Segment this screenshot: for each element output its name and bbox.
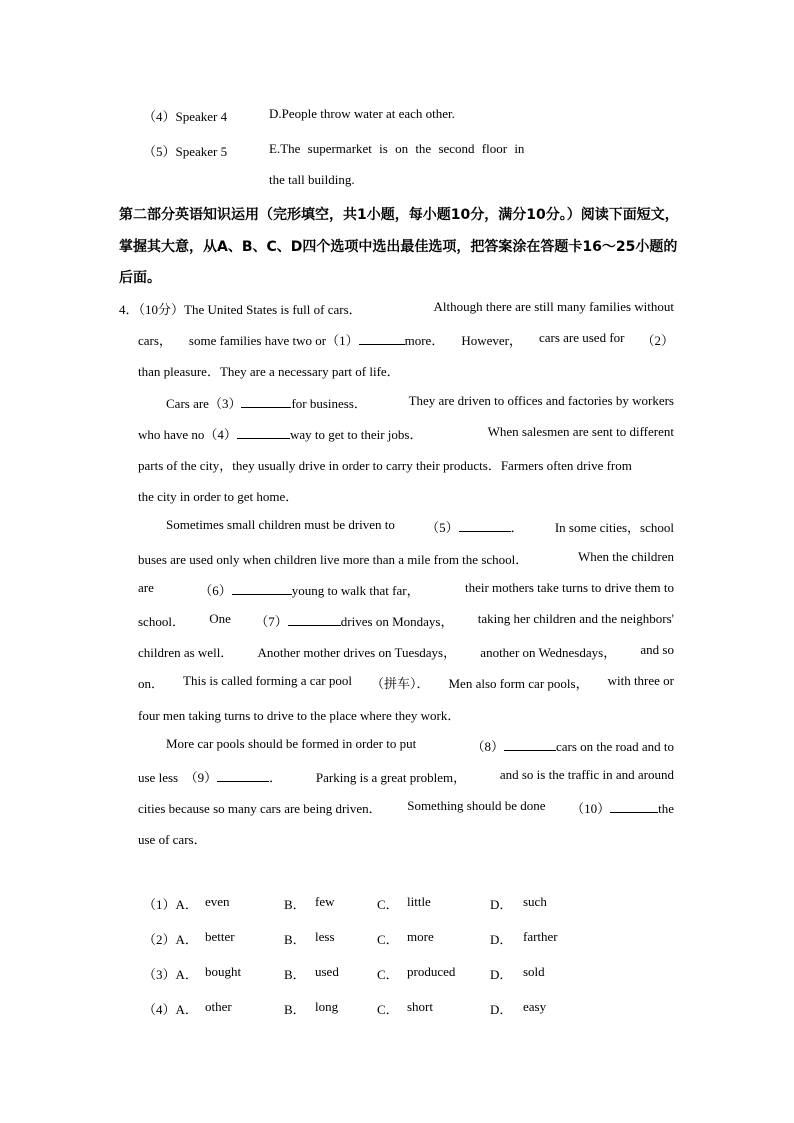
option-number: （4）A． [143, 1002, 198, 1017]
passage-text: another on Wednesdays， [480, 645, 617, 660]
option-d: easy [523, 999, 547, 1014]
option-d: such [523, 894, 547, 909]
passage-text: cars， [138, 333, 172, 348]
option-d-label: D． [490, 1002, 513, 1017]
option-b: used [315, 964, 339, 979]
passage-text: （8） cars on the road and to [471, 739, 674, 754]
passage-text: buses are used only when children live more than a mile from the school． [138, 552, 529, 567]
passage-text: with three or [607, 673, 674, 688]
passage-text: taking her children and the neighbors' [477, 611, 674, 626]
passage-text: Cars are（3） for business． [166, 396, 367, 411]
blank-4 [237, 427, 290, 439]
passage-text: （5） ． [426, 520, 524, 535]
option-number: （3）A． [143, 967, 198, 982]
passage-line [138, 549, 674, 568]
option-c-label: C． [377, 1002, 399, 1017]
passage-text: cities because so many cars are being driven． [138, 801, 382, 816]
blank-3 [241, 396, 291, 408]
passage-text: （6） young to walk that far， [199, 583, 420, 598]
option-b-label: B． [284, 932, 306, 947]
option-a: better [205, 929, 235, 944]
passage-text: Parking is a great problem， [315, 770, 467, 785]
section-2-line2: 掌握其大意，从A、B、C、D四个选项中选出最佳选项，把答案涂在答题卡16～25小题的 [119, 239, 678, 255]
passage-line [119, 299, 674, 318]
option-b-label: B． [284, 1002, 306, 1017]
option-b: less [315, 929, 335, 944]
passage-line [138, 330, 674, 349]
passage-text: （拼车）． [370, 676, 430, 691]
passage-text: their mothers take turns to drive them to [464, 580, 674, 595]
option-b: few [315, 894, 335, 909]
passage-text: However， [461, 333, 522, 348]
passage-text: This is called forming a car pool [183, 673, 352, 688]
passage-line: use of cars． [138, 832, 207, 847]
option-d-label: D． [490, 897, 513, 912]
option-d-label: D． [490, 967, 513, 982]
option-c: more [407, 929, 434, 944]
speaker-option-text: E.The supermarket is on the second floor in [269, 141, 525, 156]
blank-2-number: （2） [641, 333, 674, 348]
option-c-label: C． [377, 932, 399, 947]
passage-line [166, 517, 674, 536]
passage-line: than pleasure．They are a necessary part of life． [138, 364, 400, 379]
speaker-label: （4）Speaker 4 [143, 109, 228, 124]
passage-text: and so is the traffic in and around [499, 767, 674, 782]
section-2-line3: 后面。 [119, 270, 161, 286]
option-b: long [315, 999, 339, 1014]
passage-text: and so [640, 642, 674, 657]
passage-line [138, 424, 674, 443]
option-b-label: B． [284, 897, 306, 912]
passage-line [138, 798, 674, 817]
passage-text: Men also form car pools， [448, 676, 589, 691]
speaker-label: （5）Speaker 5 [143, 144, 228, 159]
option-d: sold [523, 964, 545, 979]
passage-text: Another mother drives on Tuesdays， [257, 645, 457, 660]
passage-line: the city in order to get home． [138, 489, 299, 504]
passage-text: Something should be done [407, 798, 546, 813]
option-number: （2）A． [143, 932, 198, 947]
passage-text: They are driven to offices and factories by workers [408, 393, 674, 408]
option-d: farther [523, 929, 558, 944]
question-number-text: 4．（10分）The United States is full of cars． [119, 302, 362, 317]
option-b-label: B． [284, 967, 306, 982]
passage-line [138, 611, 674, 630]
passage-line [138, 580, 674, 599]
passage-text: who have no（4） way to get to their jobs． [138, 427, 423, 442]
passage-text: One [209, 611, 231, 626]
option-a: even [205, 894, 230, 909]
passage-text: some families have two or（1） more． [188, 333, 445, 348]
passage-text: Although there are still many families without [433, 299, 674, 314]
speaker-option-cont: the tall building. [269, 172, 355, 187]
option-c: little [407, 894, 431, 909]
option-c: produced [407, 964, 456, 979]
passage-line: four men taking turns to drive to the place where they work． [138, 708, 461, 723]
passage-text: （7） drives on Mondays， [255, 614, 454, 629]
blank-10 [610, 801, 658, 813]
option-c: short [407, 999, 433, 1014]
passage-text: More car pools should be formed in order to put [166, 736, 417, 751]
blank-1 [359, 333, 405, 345]
passage-line [138, 642, 674, 661]
option-a: bought [205, 964, 242, 979]
option-a: other [205, 999, 232, 1014]
speaker-option [269, 141, 531, 157]
passage-text: In some cities，school [554, 520, 674, 535]
passage-text: （10） the [571, 801, 674, 816]
passage-text: use less （9） ． [138, 770, 283, 785]
section-2-line1: 第二部分英语知识运用（完形填空，共1小题，每小题10分，满分10分。）阅读下面短文， [119, 207, 679, 223]
passage-text: Sometimes small children must be driven to [166, 517, 395, 532]
option-d-label: D． [490, 932, 513, 947]
passage-text: on． [138, 676, 165, 691]
passage-line [138, 767, 674, 786]
passage-line [166, 393, 674, 412]
passage-text: cars are used for [538, 330, 625, 345]
blank-5 [459, 520, 511, 532]
passage-line: parts of the city，they usually drive in order to carry their products．Farmers often drive from [138, 458, 632, 473]
blank-6 [232, 583, 292, 595]
option-c-label: C． [377, 897, 399, 912]
passage-text: are [138, 580, 154, 595]
blank-9 [217, 770, 269, 782]
option-c-label: C． [377, 967, 399, 982]
passage-text: When salesmen are sent to different [487, 424, 674, 439]
passage-line [166, 736, 674, 755]
option-number: （1）A． [143, 897, 198, 912]
passage-text: When the children [577, 549, 674, 564]
passage-line [138, 673, 674, 692]
speaker-option: D.People throw water at each other. [269, 106, 455, 121]
passage-text: school． [138, 614, 185, 629]
blank-7 [288, 614, 341, 626]
blank-8 [504, 739, 556, 751]
passage-text: children as well． [138, 645, 234, 660]
